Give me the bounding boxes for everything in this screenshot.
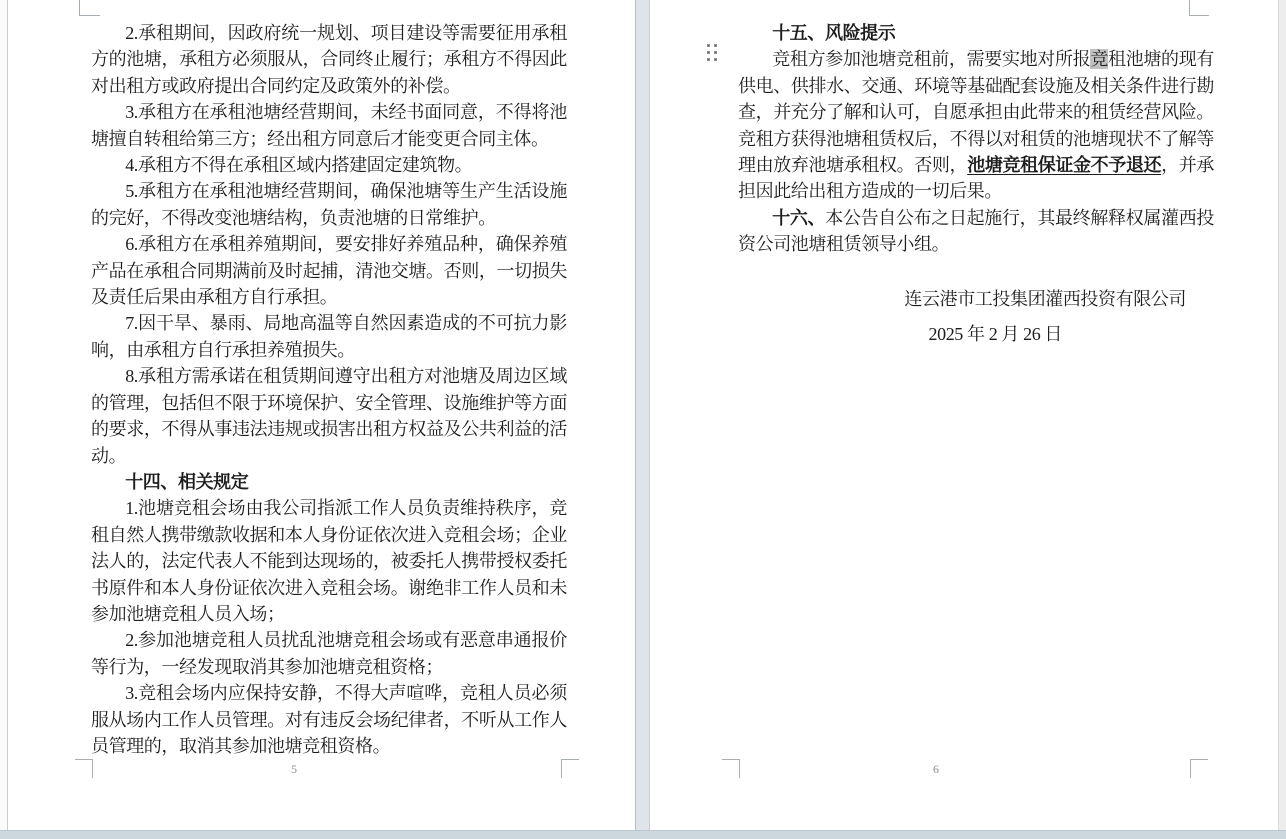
signature-date[interactable]: 2025 年 2 月 26 日 <box>928 324 1062 345</box>
page-5-text-area[interactable] <box>91 20 567 759</box>
text-run: 租池塘的现有供电、供排水、交通、环境等基础配套设施及相关条件进行勘查，并充分了解和认可，自愿承担由此带来的租赁经营风险。竞租方获得池塘租赁权后，不得以对租赁的池塘现状不了解等理由放弃池塘承租权。否则， <box>738 49 1214 176</box>
paragraph[interactable]: 4.承租方不得在承租区域内搭建固定建筑物。 <box>125 155 473 176</box>
section-heading-14[interactable]: 十四、相关规定 <box>125 471 249 492</box>
section-lead-16: 十六、 <box>772 207 826 228</box>
paragraph[interactable]: 6.承租方在承租养殖期间，要安排好养殖品种，确保养殖产品在承租合同期满前及时起捕，清池交塘。否则，一切损失及责任后果由承租方自行承担。 <box>91 234 567 308</box>
paragraph[interactable] <box>738 46 1214 204</box>
emphasized-text: 池塘竞租保证金不予退还 <box>967 155 1162 176</box>
text-boundary-mark-bottom-left <box>75 759 93 778</box>
text-boundary-mark-bottom-right <box>1190 759 1208 778</box>
text-boundary-mark-top-right <box>1189 0 1209 16</box>
page-gap <box>635 0 650 830</box>
text-boundary-mark-bottom-left <box>722 759 740 778</box>
search-highlight: 竞 <box>1090 49 1109 70</box>
page-edge-right <box>1278 0 1286 830</box>
paragraph[interactable]: 5.承租方在承租池塘经营期间，确保池塘等生产生活设施的完好，不得改变池塘结构，负责池塘的日常维护。 <box>91 181 567 228</box>
page-6[interactable] <box>650 0 1277 830</box>
paragraph[interactable]: 8.承租方需承诺在租赁期间遵守出租方对池塘及周边区域的管理，包括但不限于环境保护、安全管理、设施维护等方面的要求，不得从事违法违规或损害出租方权益及公共利益的活动。 <box>91 366 567 466</box>
paragraph[interactable]: 1.池塘竞租会场由我公司指派工作人员负责维持秩序，竞租自然人携带缴款收据和本人身份证依次进入竞租会场；企业法人的，法定代表人不能到达现场的，被委托人携带授权委托书原件和本人身份证依次进入竞租会场。谢绝非工作人员和未参加池塘竞租人员入场； <box>91 498 567 624</box>
section-heading-15[interactable]: 十五、风险提示 <box>772 23 896 43</box>
paragraph[interactable]: 2.承租期间，因政府统一规划、项目建设等需要征用承租方的池塘，承租方必须服从，合同终止履行；承租方不得因此对出租方或政府提出合同约定及政策外的补偿。 <box>91 23 567 96</box>
paragraph[interactable]: 3.竞租会场内应保持安静，不得大声喧哗，竞租人员必须服从场内工作人员管理。对有违反会场纪律者，不听从工作人员管理的，取消其参加池塘竞租资格。 <box>91 683 567 756</box>
page-number-footer: 6 <box>933 762 939 776</box>
signature-company[interactable]: 连云港市工投集团灌西投资有限公司 <box>904 288 1186 309</box>
page-number-footer: 5 <box>291 762 297 776</box>
paragraph[interactable]: 3.承租方在承租池塘经营期间，未经书面同意，不得将池塘擅自转租给第三方；经出租方同意后才能变更合同主体。 <box>91 102 567 149</box>
text-boundary-mark-bottom-right <box>561 759 579 778</box>
page-6-text-area[interactable] <box>738 20 1214 347</box>
page-edge-left <box>0 0 8 830</box>
text-boundary-mark-top-left <box>79 0 100 16</box>
page-5[interactable] <box>8 0 635 830</box>
text-run: 竞租方参加池塘竞租前，需要实地对所报 <box>772 49 1091 70</box>
paragraph[interactable]: 7.因干旱、暴雨、局地高温等自然因素造成的不可抗力影响，由承租方自行承担养殖损失。 <box>91 313 567 360</box>
paragraph[interactable]: 2.参加池塘竞租人员扰乱池塘竞租会场或有恶意串通报价等行为，一经发现取消其参加池塘竞租资格； <box>91 630 567 677</box>
text-run: ，并承担因此给出租方造成的一切后果。 <box>738 155 1214 202</box>
text-run: 本公告自公布之日起施行，其最终解释权属灌西投资公司池塘租赁领导小组。 <box>738 207 1214 255</box>
paragraph-drag-handle-icon[interactable] <box>707 44 717 61</box>
paragraph[interactable] <box>738 205 1214 258</box>
